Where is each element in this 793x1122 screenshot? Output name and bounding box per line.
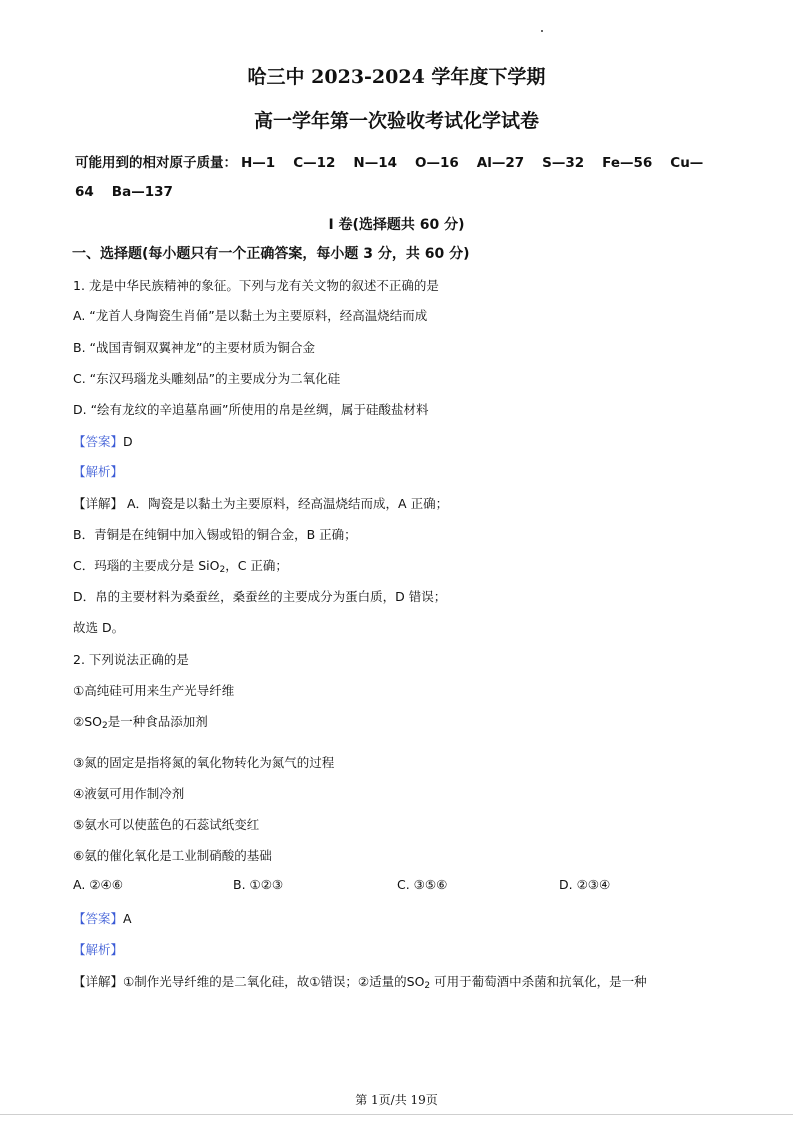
statement-text: 是一种食品添加剂 bbox=[107, 714, 208, 729]
q1-option-b: B. “战国青铜双翼神龙”的主要材质为铜合金 bbox=[73, 340, 315, 355]
detail-text: ①制作光导纤维的是二氧化硅，故①错误；②适量的SO bbox=[123, 974, 425, 989]
q2-analysis-tag bbox=[73, 940, 123, 958]
q2-statement-2 bbox=[73, 712, 208, 731]
q1-answer bbox=[73, 432, 133, 450]
volume-heading: I 卷(选择题共 60 分) bbox=[328, 217, 465, 233]
detail-text: C．玛瑙的主要成分是 SiO bbox=[73, 558, 220, 573]
q2-answer bbox=[73, 909, 132, 927]
q2-statement-4: ④液氨可用作制冷剂 bbox=[73, 786, 185, 801]
q1-analysis-tag bbox=[73, 462, 123, 480]
q1-detail-2: B．青铜是在纯铜中加入锡或铅的铜合金，B 正确； bbox=[73, 527, 357, 542]
detail-tag: 【详解】 bbox=[73, 974, 124, 989]
part-heading: 一、选择题(每小题只有一个正确答案，每小题 3 分，共 60 分) bbox=[72, 246, 470, 262]
q2-option-a: A. ②④⑥ bbox=[73, 877, 123, 892]
q1-option-c: C. “东汉玛瑙龙头雕刻品”的主要成分为二氧化硅 bbox=[73, 371, 341, 386]
exam-title-line1: 哈三中 2023-2024 学年度下学期 bbox=[247, 66, 546, 88]
atomic-mass-item: Ba—137 bbox=[111, 184, 173, 200]
answer-value: D bbox=[123, 434, 133, 449]
answer-tag: 【答案】 bbox=[73, 434, 124, 449]
detail-tag: 【详解】 bbox=[73, 496, 124, 511]
atomic-mass-item: S—32 bbox=[542, 155, 585, 171]
q1-stem: 1. 龙是中华民族精神的象征。下列与龙有关文物的叙述不正确的是 bbox=[73, 278, 439, 293]
analysis-tag: 【解析】 bbox=[73, 942, 124, 957]
atomic-mass-list bbox=[75, 149, 735, 207]
atomic-mass-label: 可能用到的相对原子质量： bbox=[75, 155, 237, 171]
q2-statement-6: ⑥氨的催化氧化是工业制硝酸的基础 bbox=[73, 848, 272, 863]
q2-option-b: B. ①②③ bbox=[233, 877, 284, 892]
page-number: 第 1页/共 19页 bbox=[355, 1093, 438, 1107]
q2-option-d: D. ②③④ bbox=[559, 877, 611, 892]
q1-option-a: A. “龙首人身陶瓷生肖俑”是以黏土为主要原料，经高温烧结而成 bbox=[73, 308, 428, 323]
answer-tag: 【答案】 bbox=[73, 911, 124, 926]
q1-detail-3 bbox=[73, 556, 288, 575]
q1-conclusion: 故选 D。 bbox=[73, 620, 125, 635]
q1-option-d: D. “绘有龙纹的辛追墓帛画”所使用的帛是丝绸，属于硅酸盐材料 bbox=[73, 402, 429, 417]
atomic-mass-item: 64 bbox=[75, 184, 94, 200]
analysis-tag: 【解析】 bbox=[73, 464, 124, 479]
subscript: 2 bbox=[424, 981, 431, 991]
detail-text: A．陶瓷是以黏土为主要原料，经高温烧结而成，A 正确； bbox=[123, 496, 449, 511]
atomic-mass-item: C—12 bbox=[293, 155, 336, 171]
subscript: 2 bbox=[101, 721, 108, 731]
atomic-mass-item: Cu— bbox=[670, 155, 704, 171]
subscript: 2 bbox=[219, 565, 226, 575]
atomic-mass-item: Al—27 bbox=[476, 155, 525, 171]
atomic-mass-item: N—14 bbox=[353, 155, 397, 171]
q2-stem: 2. 下列说法正确的是 bbox=[73, 652, 189, 667]
detail-text: 可用于葡萄酒中杀菌和抗氧化，是一种 bbox=[430, 974, 647, 989]
atomic-mass-item: Fe—56 bbox=[602, 155, 653, 171]
q1-detail-4: D．帛的主要材料为桑蚕丝，桑蚕丝的主要成分为蛋白质，D 错误； bbox=[73, 589, 447, 604]
q2-statement-1: ①高纯硅可用来生产光导纤维 bbox=[73, 683, 235, 698]
atomic-mass-item: H—1 bbox=[241, 155, 276, 171]
q2-statement-3: ③氮的固定是指将氮的氧化物转化为氮气的过程 bbox=[73, 755, 335, 770]
footer-divider bbox=[0, 1114, 793, 1115]
q1-detail-1 bbox=[73, 494, 448, 512]
q2-option-c: C. ③⑤⑥ bbox=[397, 877, 448, 892]
answer-value: A bbox=[123, 911, 132, 926]
scan-dot bbox=[541, 30, 543, 32]
atomic-mass-item: O—16 bbox=[415, 155, 459, 171]
statement-text: ②SO bbox=[73, 714, 102, 729]
q2-statement-5: ⑤氨水可以使蓝色的石蕊试纸变红 bbox=[73, 817, 260, 832]
exam-title-line2: 高一学年第一次验收考试化学试卷 bbox=[253, 110, 539, 132]
detail-text: ，C 正确； bbox=[225, 558, 288, 573]
q2-detail bbox=[73, 972, 647, 991]
